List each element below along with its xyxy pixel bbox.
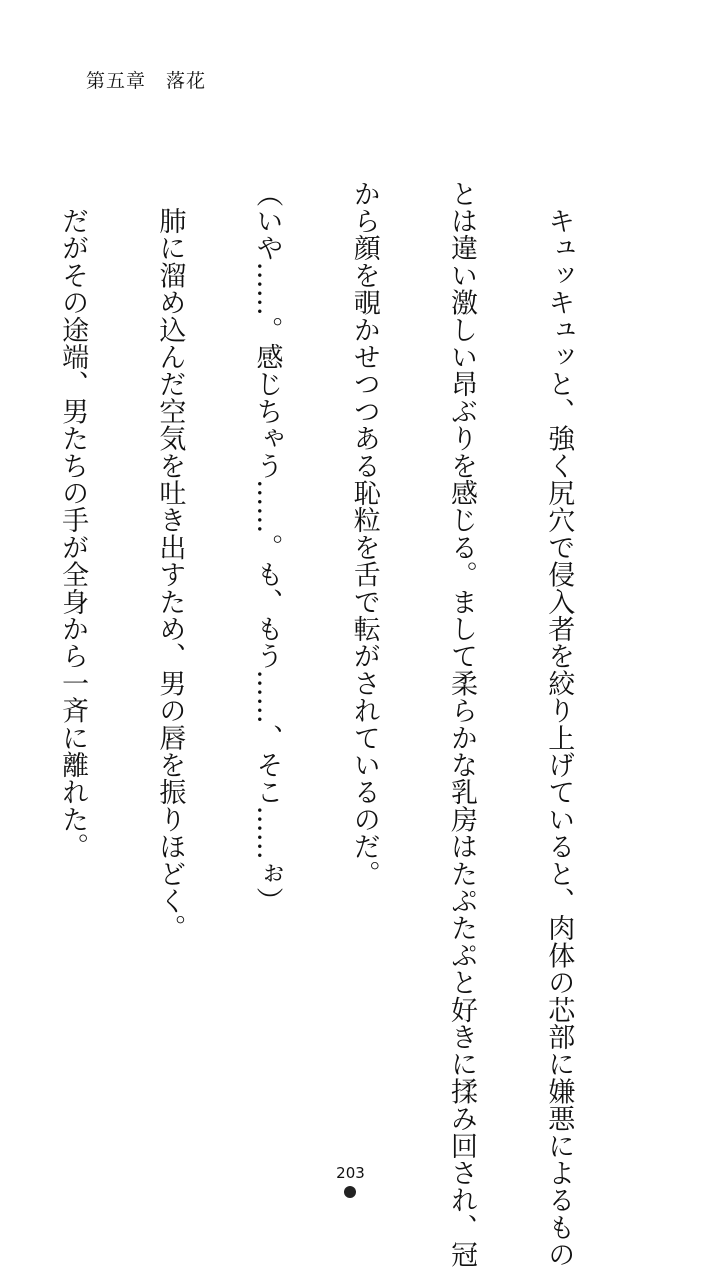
- page-number: 203: [336, 1164, 365, 1182]
- body-line: 肺に溜め込んだ空気を吐き出すため、男の唇を振りほどく。: [154, 180, 186, 942]
- page-marker-dot-icon: [344, 1186, 356, 1198]
- body-line: （いや……。感じちゃう……。も、もう……、そこ……ぉ）: [251, 180, 283, 915]
- body-line: キュッキュッと、強く尻穴で侵入者を絞り上げていると、肉体の芯部に嫌悪によるもの: [543, 180, 575, 1268]
- body-line: から顔を覗かせつつある恥粒を舌で転がされているのだ。: [348, 180, 380, 888]
- body-line: だがその途端、男たちの手が全身から一斉に離れた。: [57, 180, 89, 860]
- body-line: とは違い激しい昂ぶりを感じる。まして柔らかな乳房はたぷたぷと好きに揉み回され、冠: [445, 180, 477, 1268]
- running-title: 第五章 落花: [86, 70, 207, 92]
